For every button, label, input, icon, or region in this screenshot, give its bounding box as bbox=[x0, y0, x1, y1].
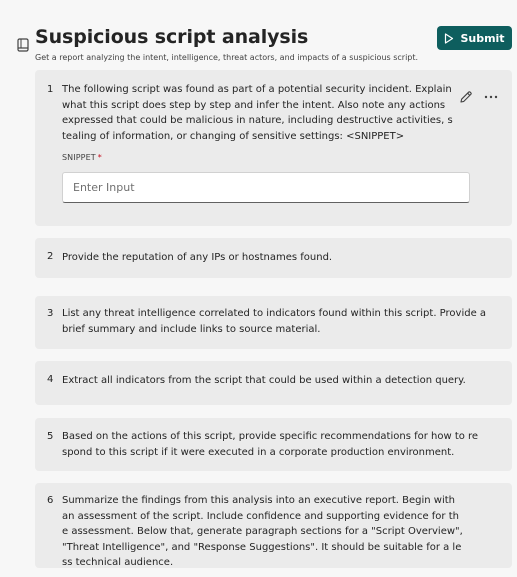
prompt-text: List any threat intelligence correlated to indicators found within this script. Provide a brief summary and include links to source material. bbox=[62, 308, 487, 335]
submit-button[interactable] bbox=[437, 26, 512, 50]
prompt-text: The following script was found as part of a potential security incident. Explain what this script does step by step and infer the intent. Also note any actions expressed that could be malicious in nature, including destructive activities, stealing of information, or changing of sensitive settings: <SNIPPET> bbox=[62, 84, 453, 142]
snippet-label: SNIPPET * bbox=[62, 153, 102, 162]
more-horizontal-icon[interactable] bbox=[484, 94, 498, 100]
book-icon bbox=[17, 38, 30, 52]
prompt-card-3[interactable] bbox=[35, 296, 512, 349]
snippet-input[interactable] bbox=[62, 172, 470, 203]
prompt-number: 3 bbox=[47, 308, 54, 319]
prompt-text: Based on the actions of this script, provide specific recommendations for how to respond to this script if it were executed in a corporate production environment. bbox=[62, 431, 479, 458]
prompt-number: 6 bbox=[47, 495, 54, 506]
prompt-text: Summarize the findings from this analysis into an executive report. Begin with an assessment of the script. Include confidence and supporting evidence for the assessment. Below that, generate paragraph sections for a "Script Overview", "Threat Intelligence", and "Response Suggestions". It should be suitable for a less technical audience. bbox=[62, 495, 463, 568]
prompt-number: 5 bbox=[47, 431, 54, 442]
prompt-card-5[interactable] bbox=[35, 418, 512, 471]
pencil-icon[interactable] bbox=[459, 90, 473, 104]
prompt-card-4[interactable] bbox=[35, 361, 512, 405]
prompt-text: Provide the reputation of any IPs or hostnames found. bbox=[62, 252, 333, 263]
prompt-number: 4 bbox=[47, 374, 54, 385]
page-header bbox=[0, 0, 517, 70]
page-title: Suspicious script analysis bbox=[35, 26, 309, 48]
required-mark: * bbox=[97, 153, 102, 162]
prompt-card-1[interactable] bbox=[35, 70, 512, 226]
prompt-text: Extract all indicators from the script that could be used within a detection query. bbox=[62, 375, 466, 386]
prompt-card-2[interactable] bbox=[35, 238, 512, 278]
submit-button-label: Submit bbox=[460, 31, 505, 45]
prompt-card-6[interactable] bbox=[35, 483, 512, 568]
page-subtitle: Get a report analyzing the intent, intelligence, threat actors, and impacts of a suspicious script. bbox=[35, 53, 419, 62]
prompt-number: 2 bbox=[47, 251, 54, 262]
play-icon bbox=[444, 33, 454, 44]
prompt-number: 1 bbox=[47, 84, 54, 95]
